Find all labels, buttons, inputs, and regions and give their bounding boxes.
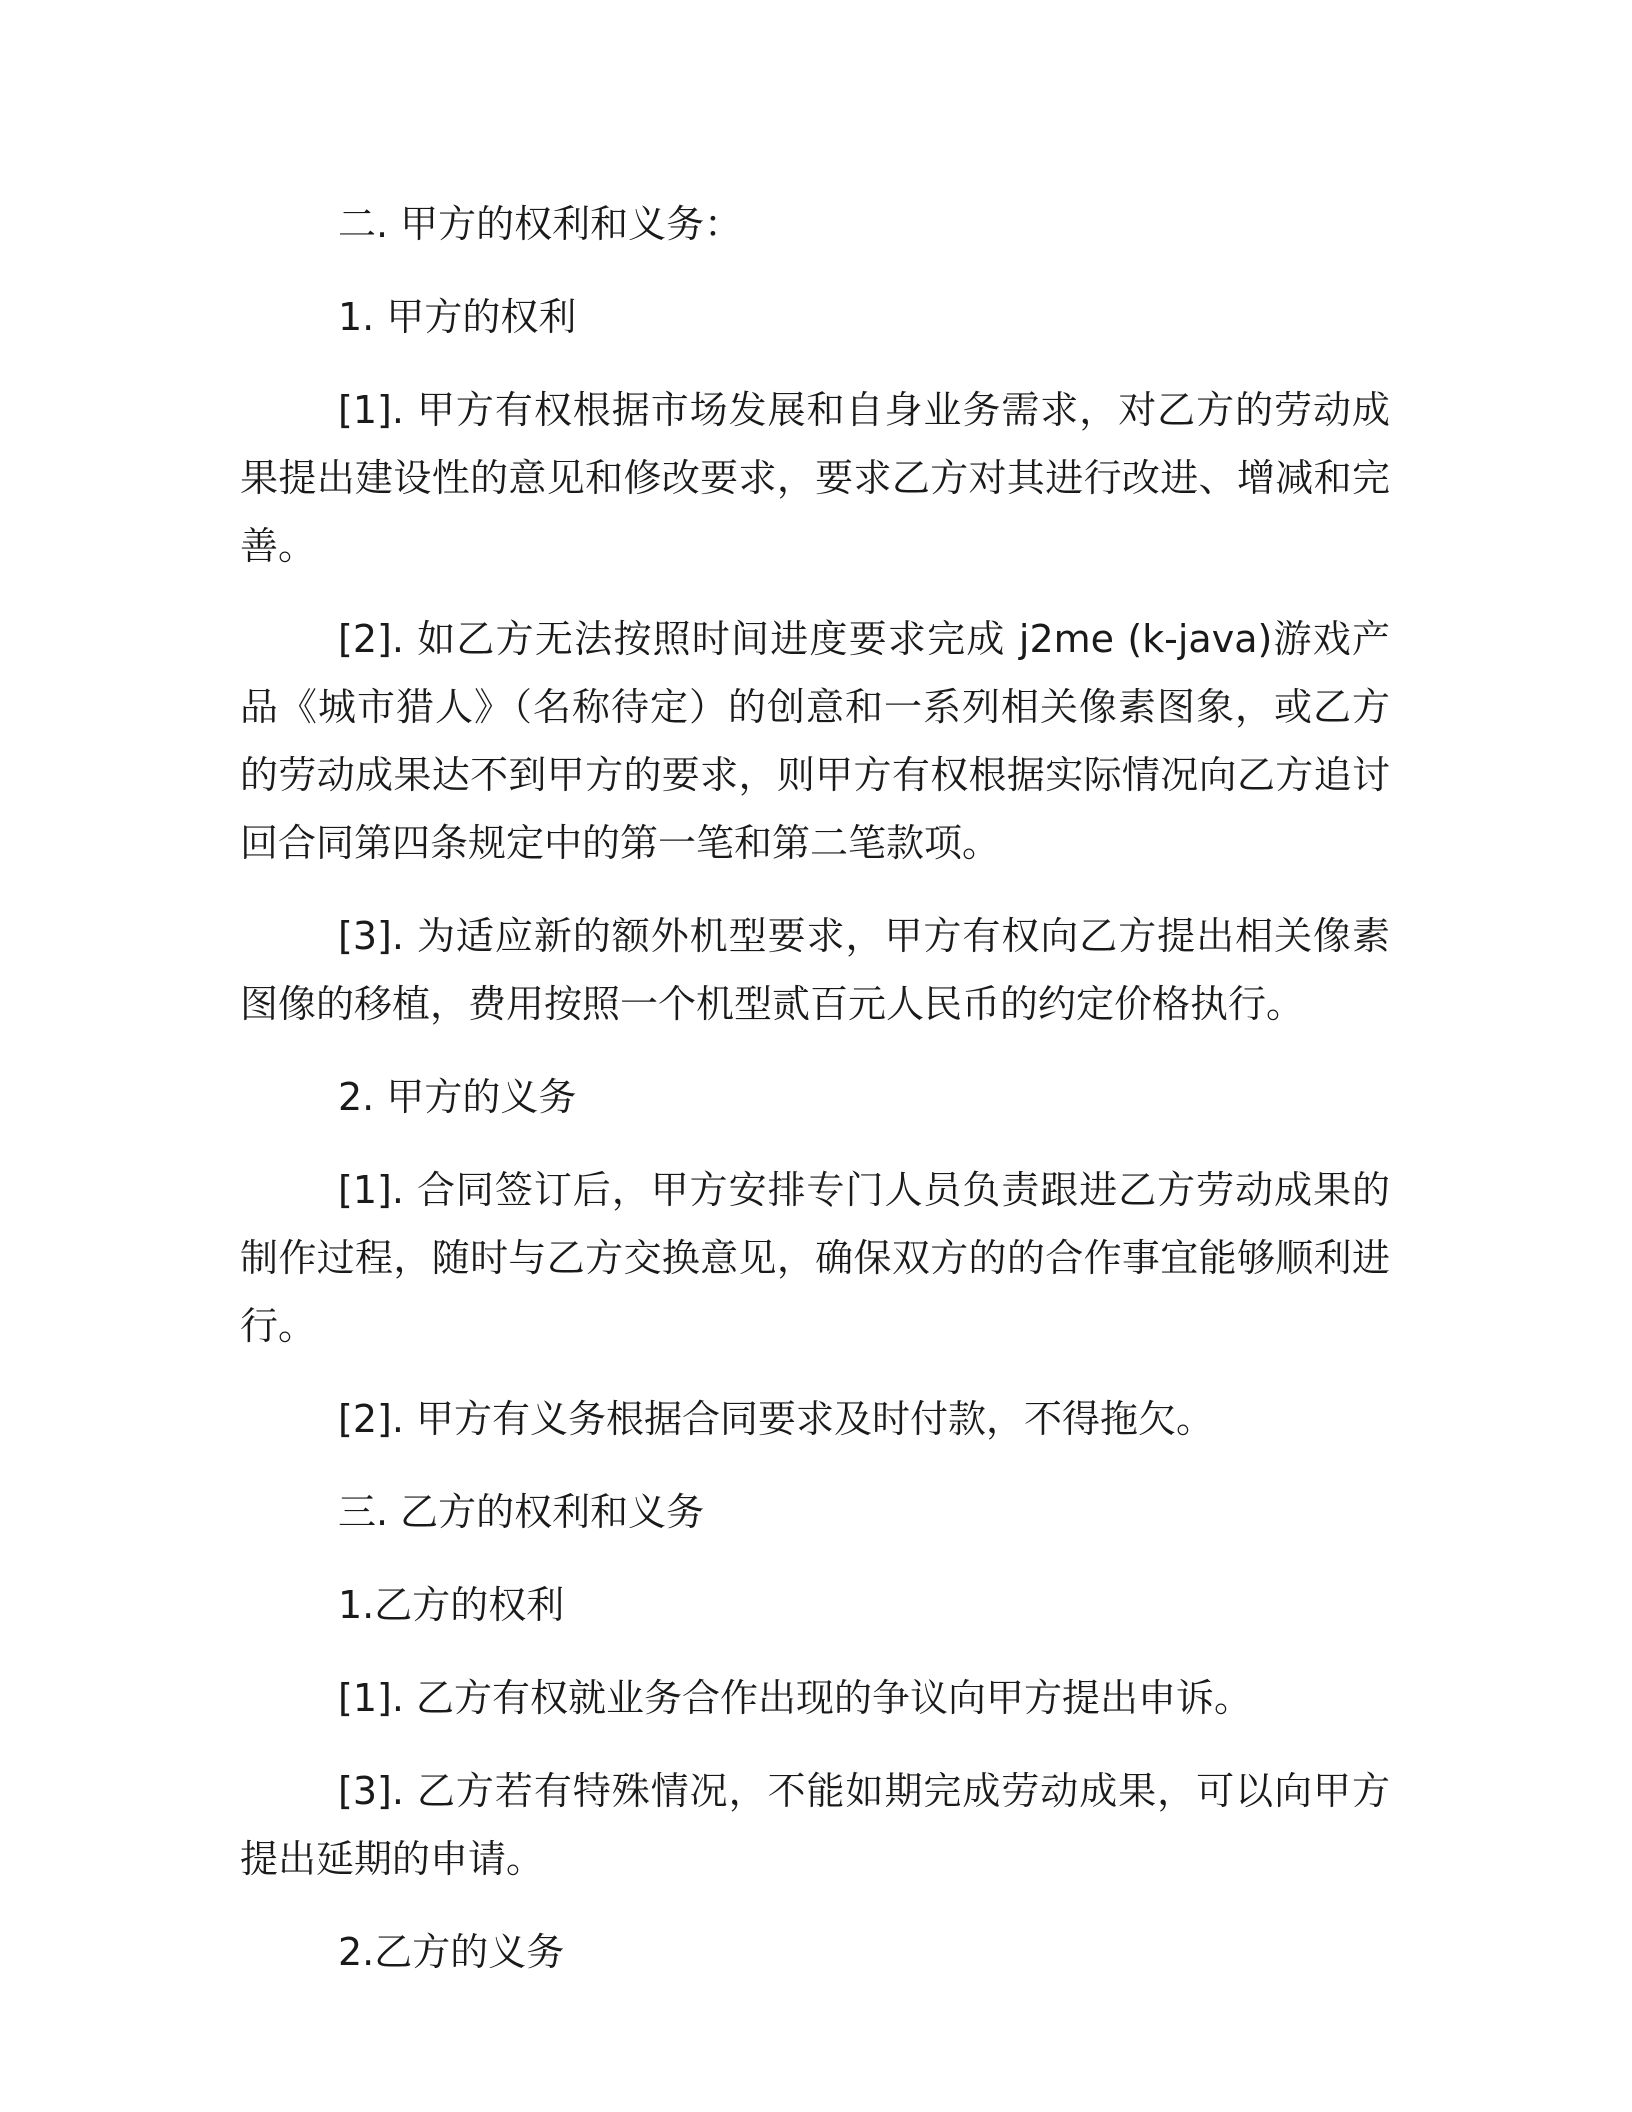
- section-heading-party-a: 二. 甲方的权利和义务：: [338, 202, 743, 246]
- paragraph-party-a-right-2: [2]. 如乙方无法按照时间进度要求完成 j2me (k-java)游戏产品《城市猎人》（名称待定）的创意和一系列相关像素图象，或乙方的劳动成果达不到甲方的要求，则甲方有权根据实际情况向乙方追讨回合同第四条规定中的第一笔和第二笔款项。: [240, 617, 1390, 865]
- paragraph-party-b-right-3: [3]. 乙方若有特殊情况，不能如期完成劳动成果，可以向甲方提出延期的申请。: [240, 1769, 1390, 1881]
- subheading-party-a-obligations: 2. 甲方的义务: [338, 1075, 577, 1119]
- subheading-party-a-rights: 1. 甲方的权利: [338, 295, 577, 339]
- paragraph-party-b-right-1: [1]. 乙方有权就业务合作出现的争议向甲方提出申诉。: [338, 1676, 1252, 1720]
- subheading-party-b-obligations: 2.乙方的义务: [338, 1930, 565, 1974]
- paragraph-party-a-right-1: [1]. 甲方有权根据市场发展和自身业务需求，对乙方的劳动成果提出建设性的意见和修改要求，要求乙方对其进行改进、增减和完善。: [240, 388, 1390, 568]
- paragraph-party-a-obligation-1: [1]. 合同签订后，甲方安排专门人员负责跟进乙方劳动成果的制作过程，随时与乙方交换意见，确保双方的的合作事宜能够顺利进行。: [240, 1168, 1390, 1348]
- paragraph-party-a-right-3: [3]. 为适应新的额外机型要求，甲方有权向乙方提出相关像素图像的移植，费用按照一个机型贰百元人民币的约定价格执行。: [240, 914, 1390, 1026]
- document-body: [240, 190, 1390, 2011]
- subheading-party-b-rights: 1.乙方的权利: [338, 1583, 565, 1627]
- paragraph-party-a-obligation-2: [2]. 甲方有义务根据合同要求及时付款，不得拖欠。: [338, 1397, 1214, 1441]
- section-heading-party-b: 三. 乙方的权利和义务: [338, 1490, 705, 1534]
